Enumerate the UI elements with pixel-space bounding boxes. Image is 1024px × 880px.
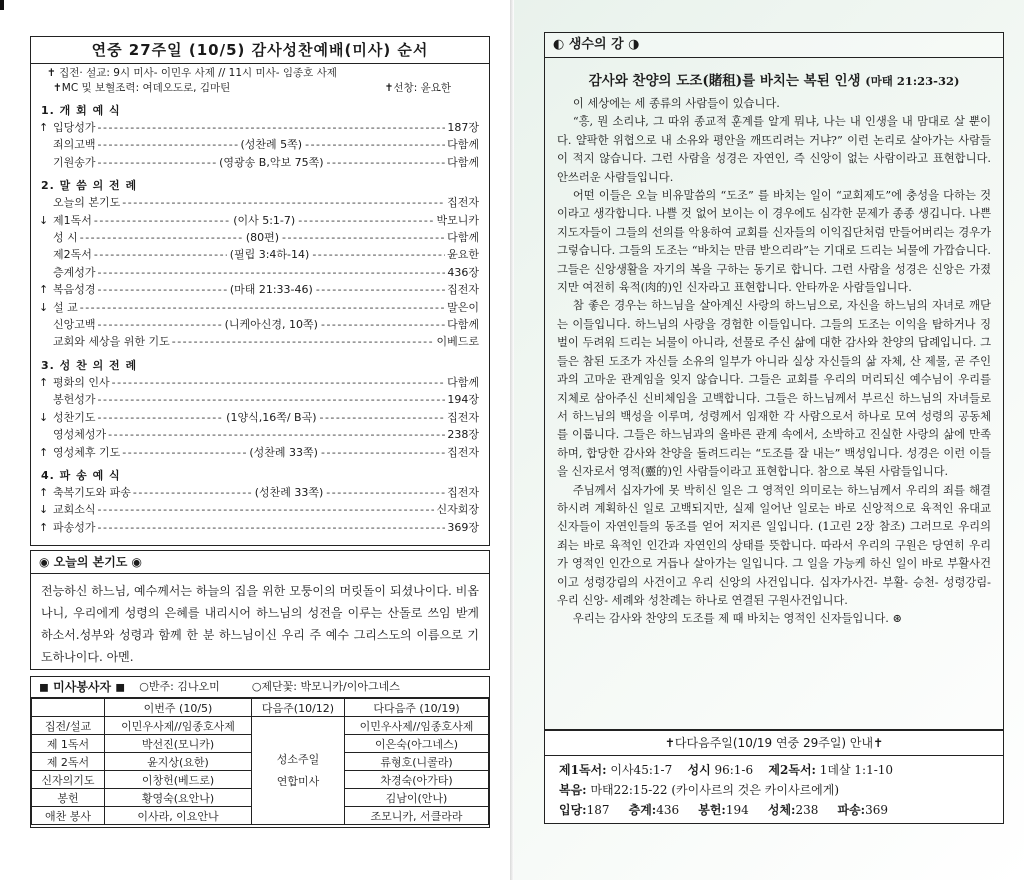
- week-after-cell: 차경숙(아가타): [345, 771, 489, 789]
- liturgy-item-label: 입당성가: [53, 121, 96, 134]
- this-week-cell: 황영숙(요안나): [105, 789, 252, 807]
- servers-box: [30, 676, 490, 828]
- hymn-key: 층계:: [628, 803, 657, 817]
- liturgy-item: [31, 316, 489, 333]
- liturgy-section-heading: 2. 말 씀 의 전 례: [41, 179, 138, 193]
- collect-title: ◉ 오늘의 본기도 ◉: [31, 551, 489, 574]
- liturgy-item-label: 제2독서: [53, 248, 92, 262]
- liturgy-item-label: 죄의고백: [53, 138, 96, 152]
- leader-dots: [316, 281, 445, 298]
- leader-dots: [321, 444, 445, 461]
- leader-dots: [98, 391, 446, 408]
- liturgy-item-leader: 이베드로: [436, 335, 479, 349]
- altar-flowers: ○제단꽃: 박모니카/이아그네스: [251, 680, 400, 693]
- sermon-paragraph: 참 좋은 경우는 하느님을 살아계신 사랑의 하느님으로, 자신을 하느님의 자녀로 깨닫는 이들입니다. 하느님의 사랑을 경험한 이들입니다. 그들의 도조는 이익을 탐하거나 징벌이 두려워 드리는 뇌물이 아니라, 선물로 주신 삶에 대한 감사와 찬양의 답례입니다. 그들은 참된 도조가 자신들 소유의 일부가 아니라 실상 자신들의 삶 자체, 산 제물, 곧 주인과의 고마운 관계임을 잊지 않습니다. 그들은 교회를 우리의 머리되신 예수님이 우리를 지체로 삼아주신 신비체임을 고백합니다. 그들은 하느님께서 부르신 하느님의 자녀들로서 하느님의 백성을 이루며, 성령께서 임재한 각 사람으로서 하나로 모여 성령의 공동체를 이룹니다. 그들은 하느님과의 올바른 관계 속에서, 소박하고 진실한 사랑의 삶에 만족하며, 합당한 감사와 찬양을 돌려드리는 “도조를 잘 내는” 백성입니다. 성경은 이런 이들을 신자로서 영적(靈的)인 사람들이라고 표현합니다. 참으로 복된 사람들입니다.: [557, 299, 991, 479]
- liturgy-item-leader: 다함께: [447, 318, 479, 332]
- liturgy-item: [31, 229, 489, 246]
- leader-dots: [282, 229, 445, 246]
- liturgy-item: [31, 391, 489, 408]
- liturgy-item-label: 오늘의 본기도: [53, 196, 121, 210]
- liturgy-item: [31, 374, 489, 391]
- liturgy-item-label: 성 시: [53, 231, 78, 245]
- week-after-cell: 류형호(니콜라): [345, 753, 489, 771]
- leader-dots: [122, 194, 445, 211]
- upcoming-sunday-box: [544, 730, 1004, 824]
- leader-dots: [122, 444, 246, 461]
- liturgy-item-leader: 369장: [447, 520, 479, 534]
- hymn-key: 성체:: [767, 803, 796, 817]
- liturgy-item-leader: 238장: [447, 428, 479, 442]
- posture-arrow-icon: ↓: [39, 213, 49, 227]
- week-after-cell: 이민우사제//임종호사제: [345, 717, 489, 735]
- liturgy-item-reference: (성찬례 33쪽): [254, 485, 324, 499]
- leader-dots: [98, 409, 224, 426]
- week-after-cell: 김남이(안나): [345, 789, 489, 807]
- psalm-value: 96:1-6: [710, 763, 765, 777]
- leader-dots: [326, 484, 445, 501]
- liturgy-item-leader: 집전자: [447, 283, 479, 297]
- leader-dots: [305, 136, 445, 153]
- hymns-line: [559, 800, 993, 820]
- posture-arrow-icon: [39, 154, 53, 171]
- sermon-title-line: [545, 69, 1003, 89]
- liturgy-item: [31, 264, 489, 281]
- upcoming-sunday-title: ✝다다음주일(10/19 연중 29주일) 안내✝: [545, 731, 1003, 756]
- role-cell: 애찬 봉사: [32, 807, 105, 825]
- liturgy-item: [31, 409, 489, 426]
- sermon-paragraph: 어떤 이들은 오늘 비유말씀의 “도조” 를 바치는 일이 “교회제도”에 충성을 다하는 것이라고 생각합니다. 나쁠 것 없어 보이는 이 경우에도 심각한 문제가 종종 생깁니다. 나쁜 지도자들이 그들의 선의를 악용하여 교회를 신자들의 이익집단처럼 만들어버리는 경우가 그렇습니다. 그들의 도조는 “바치는 만큼 받으리라”는 기대로 드리는 뇌물에 가깝습니다. 그들은 신앙생활을 자기의 복을 구하는 동기로 합니다. 그런 사람을 성경은 신앙은 가졌지만 여전히 육적(肉的)인 신자라고 표현합니다. 안타까운 사람들입니다.: [557, 189, 991, 295]
- sermon-header: ◐ 생수의 강 ◑: [545, 33, 1003, 58]
- psalm-key: 성시: [687, 763, 711, 777]
- order-of-service-box: [30, 36, 490, 546]
- organist: ○반주: 김나오미: [139, 680, 220, 693]
- role-cell: 제 1독서: [32, 735, 105, 753]
- liturgy-list: [31, 102, 489, 536]
- posture-arrow-icon: ↓: [39, 410, 49, 424]
- posture-arrow-icon: ↑: [39, 520, 49, 534]
- posture-arrow-icon: [39, 391, 53, 408]
- leader-dots: [98, 119, 446, 136]
- readings-line: [559, 760, 993, 780]
- liturgy-item-leader: 다함께: [447, 375, 479, 389]
- liturgy-item-label: 성찬기도: [53, 410, 96, 424]
- leader-dots: [327, 154, 446, 171]
- posture-arrow-icon: ↓: [39, 300, 49, 314]
- next-week-note-2: 연합미사: [276, 774, 320, 788]
- leader-dots: [98, 136, 238, 153]
- liturgy-item-reference: (80편): [245, 231, 280, 245]
- liturgy-item: [31, 194, 489, 211]
- liturgy-item-leader: 집전자: [447, 445, 479, 459]
- liturgy-item: [31, 281, 489, 298]
- page-fold: [510, 0, 514, 880]
- hymn-key: 입당:: [559, 803, 587, 817]
- liturgy-item-label: 봉헌성가: [53, 393, 96, 407]
- liturgy-item-leader: 집전자: [447, 410, 480, 424]
- col-header-this-week: 이번주 (10/5): [105, 699, 252, 717]
- posture-arrow-icon: ↓: [39, 503, 49, 517]
- liturgy-item-leader: 187장: [447, 121, 479, 134]
- liturgy-section-heading: 4. 파 송 예 식: [41, 468, 121, 482]
- liturgy-item-label: 영성체후 기도: [53, 445, 121, 459]
- liturgy-item: [31, 299, 489, 316]
- mc-line: ✝MC 및 보혈조력: 여데오도로, 김마틴: [53, 82, 231, 94]
- leader-dots: [112, 374, 445, 391]
- servers-title: ◼ 미사봉사자 ◼: [39, 680, 126, 694]
- role-cell: 제 2독서: [32, 753, 105, 771]
- leader-dots: [98, 154, 217, 171]
- liturgy-item: [31, 154, 489, 171]
- liturgy-item: [31, 136, 489, 153]
- liturgy-item-leader: 박모니카: [436, 213, 480, 227]
- servers-header: [31, 677, 489, 698]
- liturgy-item-reference: (성찬례 5쪽): [240, 138, 303, 152]
- liturgy-item-reference: (니케아신경, 10쪽): [224, 318, 318, 332]
- liturgy-item-leader: 436장: [447, 265, 479, 279]
- col-header-role: [32, 699, 105, 717]
- sermon-paragraph: 이 세상에는 세 종류의 사람들이 있습니다.: [572, 97, 780, 110]
- servers-table: [31, 698, 489, 825]
- servers-header-row: [32, 699, 489, 717]
- liturgy-item-leader: 윤요한: [447, 248, 480, 262]
- sermon-title: 감사와 찬양의 도조(賭租)를 바치는 복된 인생: [588, 73, 861, 89]
- this-week-cell: 이창헌(베드로): [105, 771, 252, 789]
- posture-arrow-icon: [39, 316, 53, 333]
- sermon-box: [544, 32, 1004, 730]
- posture-arrow-icon: ↑: [39, 445, 49, 459]
- posture-arrow-icon: [39, 229, 53, 246]
- sermon-paragraph: “흥, 뭔 소리냐, 그 따위 종교적 훈계를 알게 뭐냐, 나는 내 인생을 내 맘대로 살 뿐이다. 얄팍한 위협으로 내 소유와 평안을 깨뜨리려는 거냐?” 이런 논리로 살아가는 사람들이 적지 않습니다. 그런 사람을 성경은 자연인, 즉 신앙이 없는 사람이라고 표현합니다. 안쓰러운 사람들입니다.: [557, 115, 991, 184]
- this-week-cell: 윤지상(요한): [105, 753, 252, 771]
- leader-dots: [321, 316, 445, 333]
- liturgy-item-label: 축복기도와 파송: [53, 485, 131, 499]
- next-week-note-1: 성소주일: [276, 752, 320, 766]
- leader-dots: [98, 281, 227, 298]
- leader-dots: [94, 246, 227, 263]
- liturgy-item-label: 교회와 세상을 위한 기도: [53, 335, 170, 349]
- hymn-value: 436: [656, 803, 695, 817]
- leader-dots: [98, 519, 446, 536]
- this-week-cell: 박선진(모니카): [105, 735, 252, 753]
- liturgy-item-label: 제1독서: [53, 213, 92, 227]
- sermon-body: [545, 95, 1003, 629]
- liturgy-item: [31, 519, 489, 536]
- liturgy-item-leader: 다함께: [447, 155, 479, 169]
- collect-text: 전능하신 하느님, 예수께서는 하늘의 집을 위한 모퉁이의 머릿돌이 되셨나이다. 비옵나니, 우리에게 성령의 은혜를 내리시어 하느님의 성전을 이루는 산돌로 쓰임 받게 하소서.성부와 성령과 함께 한 분 하느님이신 우리 주 예수 그리스도의 이름으로 기도하나이다. 아멘.: [41, 584, 479, 664]
- posture-arrow-icon: [39, 194, 53, 211]
- liturgy-item-reference: (필립 3:4하-14): [229, 248, 310, 262]
- hymn-key: 봉헌:: [698, 803, 726, 817]
- gospel-line: [559, 780, 993, 800]
- hymn-value: 238: [795, 803, 834, 817]
- role-cell: 집전/설교: [32, 717, 105, 735]
- liturgy-item-label: 영성체성가: [53, 428, 107, 442]
- liturgy-item-leader: 신자회장: [436, 503, 479, 517]
- sermon-paragraph: 주님께서 십자가에 못 박히신 일은 그 영적인 의미로는 하느님께서 우리의 죄를 해결하시려 계획하신 일로 고백되지만, 실제 일어난 일로는 바로 신앙적으로 육적인 유대교 신자들이 자연인들의 동조를 얻어 저지른 일입니다. (1고린 2장 참조) 그러므로 우리의 죄는 바로 육적인 인간과 자연인의 상태를 뜻합니다. 따라서 우리의 구원은 당연히 우리가 영적인 인간으로 거듭나 살아가는 일입니다. 그 일을 가능케 하신 일이 바로 부활사건이고 성령강림의 사건이고 우리 신앙의 사건입니다. 십자가사건- 부활- 승천- 성령강림- 우리 신앙- 세례와 성찬례는 하나로 연결된 구원사건입니다.: [557, 483, 991, 607]
- posture-arrow-icon: [39, 333, 53, 350]
- liturgy-item-reference: (성찬례 33쪽): [249, 445, 318, 459]
- leader-dots: [312, 246, 445, 263]
- table-row: [32, 717, 489, 735]
- corner-mark: [0, 0, 4, 10]
- liturgy-item-label: 복음성경: [53, 283, 96, 297]
- liturgy-item-leader: 다함께: [447, 231, 480, 245]
- posture-arrow-icon: [39, 426, 53, 443]
- order-meta: [31, 64, 489, 96]
- liturgy-item-leader: 집전자: [447, 485, 479, 499]
- liturgy-section-heading: 3. 성 찬 의 전 례: [41, 358, 138, 372]
- leader-dots: [319, 409, 445, 426]
- leader-dots: [298, 212, 434, 229]
- first-reading-value: 이사45:1-7: [606, 763, 684, 777]
- liturgy-item: [31, 246, 489, 263]
- leader-dots: [108, 426, 445, 443]
- role-cell: 봉헌: [32, 789, 105, 807]
- liturgy-item-label: 평화의 인사: [53, 375, 110, 389]
- liturgy-item-label: 기원송가: [53, 155, 96, 169]
- liturgy-item-reference: (이사 5:1-7): [233, 213, 296, 227]
- leader-dots: [133, 484, 252, 501]
- this-week-cell: 이사라, 이요안나: [105, 807, 252, 825]
- liturgy-item-leader: 다함께: [447, 138, 479, 152]
- officiant-line: ✝ 집전· 설교: 9시 미사- 이민우 사제 // 11시 미사- 임종호 사제: [47, 67, 337, 79]
- order-title: 연중 27주일 (10/5) 감사성찬예배(미사) 순서: [31, 37, 489, 64]
- leader-dots: [98, 264, 446, 281]
- liturgy-item-leader: 194장: [447, 393, 479, 407]
- liturgy-item: [31, 333, 489, 350]
- posture-arrow-icon: [39, 264, 53, 281]
- posture-arrow-icon: ↑: [39, 283, 49, 297]
- posture-arrow-icon: ↑: [39, 485, 49, 499]
- liturgy-item-reference: (1양식,16쪽/ B곡): [226, 410, 317, 424]
- liturgy-section-heading: 1. 개 회 예 식: [41, 104, 121, 117]
- posture-arrow-icon: [39, 246, 53, 263]
- leader-dots: [98, 501, 435, 518]
- role-cell: 신자의기도: [32, 771, 105, 789]
- this-week-cell: 이민우사제//임종호사제: [105, 717, 252, 735]
- liturgy-item: [31, 484, 489, 501]
- liturgy-item-label: 파송성가: [53, 520, 96, 534]
- liturgy-item: [31, 119, 489, 136]
- leader-dots: [98, 316, 222, 333]
- week-after-cell: 조모니카, 서클라라: [345, 807, 489, 825]
- liturgy-item-label: 신앙고백: [53, 318, 96, 332]
- leader-dots: [172, 333, 435, 350]
- liturgy-item-leader: 말은이: [447, 300, 479, 314]
- sermon-paragraph: 우리는 감사와 찬양의 도조를 제 때 바치는 영적인 신자들입니다. ⊛: [572, 612, 902, 626]
- hymn-value: 369: [865, 803, 889, 817]
- col-header-next-week: 다음주(10/12): [252, 699, 345, 717]
- hymn-value: 187: [586, 803, 625, 817]
- liturgy-item: [31, 212, 489, 229]
- liturgy-item: [31, 444, 489, 461]
- leader-dots: [80, 299, 445, 316]
- first-reading-key: 제1독서:: [559, 763, 607, 777]
- liturgy-item-label: 교회소식: [53, 503, 96, 517]
- liturgy-item-leader: 집전자: [447, 196, 479, 210]
- liturgy-item-reference: (영광송 B,악보 75쪽): [219, 155, 324, 169]
- hymn-key: 파송:: [837, 803, 866, 817]
- leader-dots: [80, 229, 243, 246]
- liturgy-item: [31, 501, 489, 518]
- posture-arrow-icon: [39, 136, 53, 153]
- sermon-reference: (마태 21:23-32): [865, 74, 960, 88]
- gospel-value: 마태22:15-22 (카이사르의 것은 카이사르에게): [586, 783, 840, 797]
- upcoming-sunday-body: [545, 756, 1003, 820]
- cantor-line: ✝선창: 윤요한: [384, 82, 451, 94]
- collect-box: [30, 550, 490, 670]
- leader-dots: [94, 212, 230, 229]
- week-after-cell: 이은숙(아그네스): [345, 735, 489, 753]
- gospel-key: 복음:: [559, 783, 587, 797]
- hymn-value: 194: [725, 803, 765, 817]
- liturgy-item-reference: (마태 21:33-46): [229, 283, 313, 297]
- col-header-week-after: 다다음주 (10/19): [345, 699, 489, 717]
- posture-arrow-icon: ↑: [39, 375, 49, 389]
- next-week-merged-cell: [252, 717, 345, 825]
- posture-arrow-icon: ↑: [39, 121, 49, 134]
- liturgy-item-label: 층계성가: [53, 265, 96, 279]
- liturgy-item: [31, 426, 489, 443]
- liturgy-item-label: 설 교: [53, 300, 78, 314]
- second-reading-value: 1데살 1:1-10: [815, 763, 894, 777]
- second-reading-key: 제2독서:: [768, 763, 816, 777]
